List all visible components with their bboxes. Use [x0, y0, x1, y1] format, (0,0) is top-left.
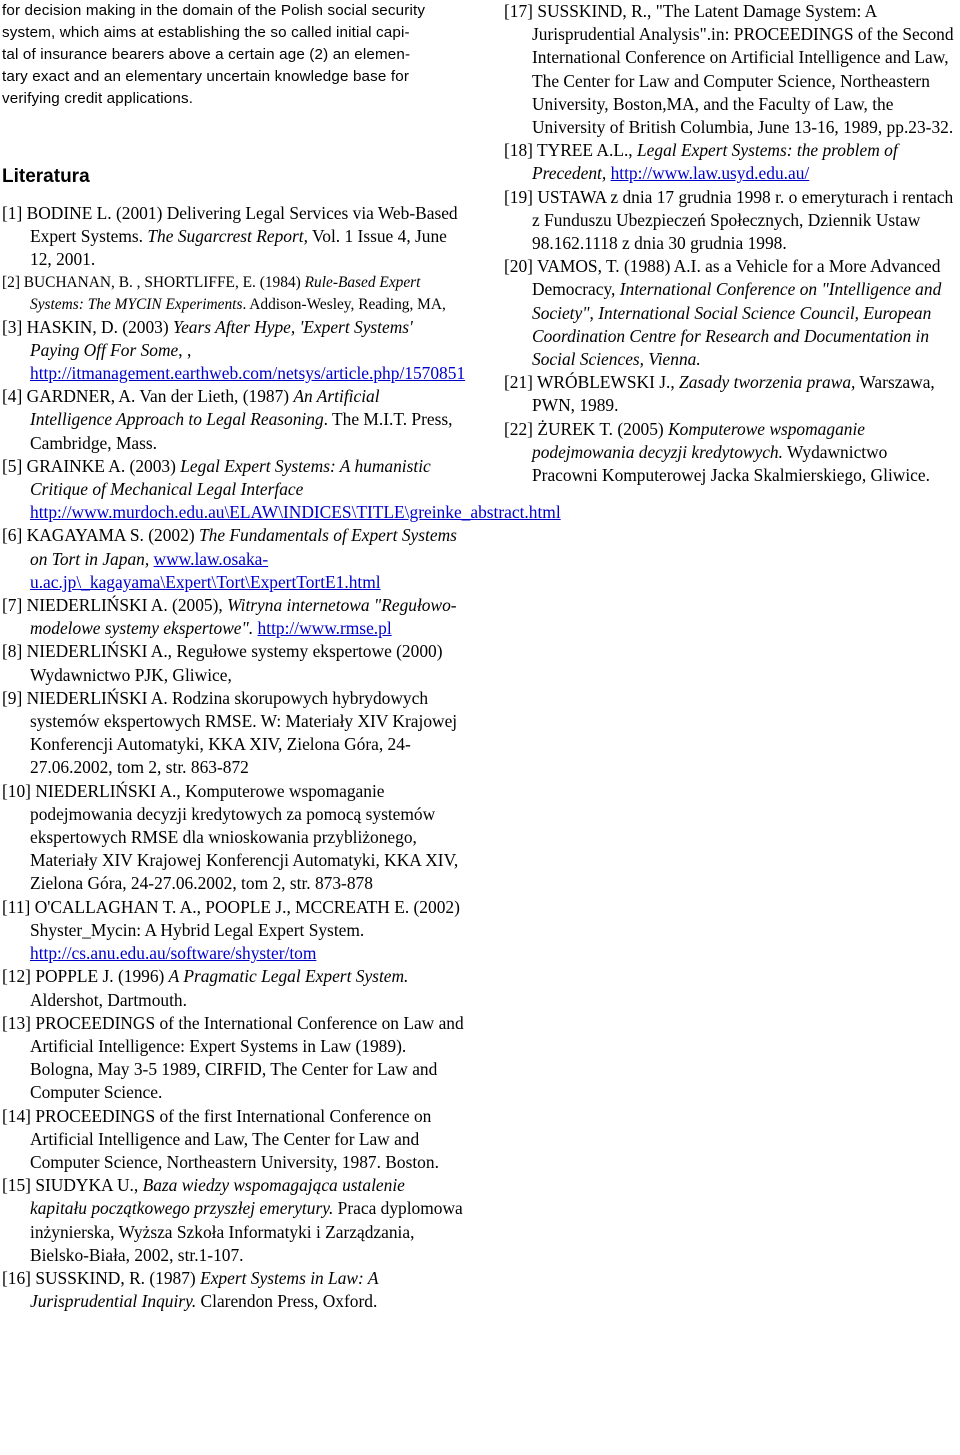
reference-item	[2, 896, 464, 966]
reference-item	[2, 1105, 464, 1175]
reference-item	[2, 780, 464, 896]
reference-number: [20]	[504, 256, 538, 277]
reference-item	[2, 640, 464, 686]
reference-number: [3]	[2, 316, 27, 337]
reference-number: [10]	[2, 780, 36, 801]
reference-title: Komputerowe wspomaganie podejmowania decyzji kredytowych.	[532, 418, 866, 462]
reference-text: NIEDERLIŃSKI A., Komputerowe wspomaganie podejmowania decyzji kredytowych za pomocą systemów ekspertowych RMSE dla wnioskowania przybliżonego, Materiały XIV Krajowej Konferencji Automatyki, KKA XIV, Zielona Góra, 24-27.06.2002, tom 2, str. 873-878	[30, 780, 459, 894]
reference-item	[2, 272, 464, 316]
reference-text: Warszawa, PWN, 1989.	[532, 372, 935, 416]
reference-number: [14]	[2, 1105, 36, 1126]
reference-item	[504, 186, 956, 256]
reference-text: O'CALLAGHAN T. A., POOPLE J., MCCREATH E. (2002) Shyster_Mycin: A Hybrid Legal Expert System.	[30, 896, 460, 940]
reference-text: WRÓBLEWSKI J.,	[537, 372, 680, 393]
reference-number: [17]	[504, 1, 538, 21]
reference-text: BODINE L. (2001) Delivering Legal Services via Web-Based Expert Systems.	[26, 203, 458, 247]
intro-line: for decision making in the domain of the Polish social security	[2, 2, 426, 19]
reference-item	[2, 594, 464, 640]
reference-number: [11]	[2, 896, 35, 917]
reference-text: TYREE A.L.,	[537, 140, 638, 161]
reference-item	[2, 687, 464, 780]
reference-number: [18]	[504, 140, 538, 161]
reference-number: [8]	[2, 641, 27, 662]
reference-text: . Addison-Wesley, Reading, MA,	[242, 295, 446, 313]
reference-text: . The M.I.T. Press, Cambridge, Mass.	[30, 409, 453, 453]
reference-item	[2, 316, 464, 386]
reference-item	[2, 202, 464, 272]
reference-title: Rule-Based Expert Systems: The MYCIN Experiments	[30, 273, 421, 313]
reference-text: SUSSKIND, R., "The Latent Damage System: A Jurisprudential Analysis".in: PROCEEDINGS of the Second International Conference on Artificial Intelligence and Law, The Center for Law and Computer Science, Northeastern University, Boston,MA, and the Faculty of Law, the University of British Columbia, June 13-16, 1989, pp.23-32.	[532, 1, 954, 138]
reference-number: [6]	[2, 525, 27, 546]
reference-number: [9]	[2, 687, 27, 708]
reference-text: Clarendon Press, Oxford.	[196, 1291, 378, 1312]
reference-text: NIEDERLIŃSKI A. Rodzina skorupowych hybrydowych systemów ekspertowych RMSE. W: Materiały XIV Krajowej Konferencji Automatyki, KKA XIV, Zielona Góra, 24-27.06.2002, tom 2, str. 863-872	[26, 687, 458, 778]
reference-link[interactable]: http://www.rmse.pl	[257, 618, 392, 639]
reference-text: KAGAYAMA S. (2002)	[26, 525, 199, 546]
reference-text: GARDNER, A. Van der Lieth, (1987)	[26, 386, 294, 407]
reference-title: A Pragmatic Legal Expert System.	[168, 966, 409, 987]
reference-link[interactable]: http://itmanagement.earthweb.com/netsys/article.php/1570851	[30, 363, 466, 384]
reference-text: SIUDYKA U.,	[35, 1175, 143, 1196]
reference-link[interactable]: http://www.law.usyd.edu.au/	[610, 163, 810, 184]
reference-item	[2, 1012, 464, 1105]
reference-text: NIEDERLIŃSKI A. (2005),	[26, 595, 228, 616]
reference-text: NIEDERLIŃSKI A., Regułowe systemy ekspertowe (2000) Wydawnictwo PJK, Gliwice,	[26, 641, 443, 685]
reference-text: GRAINKE A. (2003)	[26, 455, 181, 476]
reference-item	[504, 0, 956, 139]
reference-number: [2]	[2, 273, 24, 291]
reference-item	[2, 1267, 464, 1313]
intro-paragraph	[2, 0, 464, 110]
reference-text: VAMOS, T. (1988) A.I. as a Vehicle for a More Advanced Democracy,	[532, 256, 941, 300]
intro-line: verifying credit applications.	[2, 90, 194, 107]
reference-text: BUCHANAN, B. , SHORTLIFFE, E. (1984)	[23, 273, 305, 291]
reference-text: Wydawnictwo Pracowni Komputerowej Jacka Skalmierskiego, Gliwice.	[532, 441, 930, 486]
reference-item	[504, 371, 956, 417]
intro-line: system, which aims at establishing the so called initial capi-	[2, 24, 410, 41]
reference-text: HASKIN, D. (2003)	[26, 316, 174, 337]
reference-number: [16]	[2, 1267, 36, 1288]
reference-title: Expert Systems in Law: A Jurisprudential Inquiry.	[30, 1267, 379, 1312]
reference-text: , ,	[178, 339, 192, 360]
reference-item	[504, 418, 956, 488]
reference-number: [1]	[2, 203, 27, 223]
reference-title: International Conference on "Intelligence and Society", International Social Science Council, European Coordination Centre for Research and Documentation in Social Sciences, Vienna.	[532, 279, 942, 370]
reference-text: USTAWA z dnia 17 grudnia 1998 r. o emeryturach i rentach z Funduszu Ubezpieczeń Społecznych, Dziennik Ustaw 98.162.1118 z dnia 30 grudnia 1998.	[532, 186, 954, 254]
reference-title: The Sugarcrest Report,	[147, 226, 308, 247]
reference-title: The Fundamentals of Expert Systems on Tort in Japan,	[30, 525, 457, 569]
reference-list-right	[504, 0, 956, 487]
reference-text: Aldershot, Dartmouth.	[30, 989, 187, 1010]
reference-number: [19]	[504, 186, 538, 207]
reference-text: SUSSKIND, R. (1987)	[35, 1267, 201, 1288]
reference-link[interactable]: http://www.murdoch.edu.au\ELAW\INDICES\TITLE\greinke_abstract.html	[30, 502, 561, 523]
intro-line: tary exact and an elementary uncertain knowledge base for	[2, 68, 410, 85]
reference-item	[2, 524, 464, 594]
reference-number: [15]	[2, 1175, 36, 1196]
reference-title: Witryna internetowa "Regułowo-modelowe systemy ekspertowe".	[30, 595, 457, 639]
reference-link[interactable]: www.law.osaka-u.ac.jp\_kagayama\Expert\Tort\ExpertTortE1.html	[30, 548, 381, 592]
reference-number: [7]	[2, 595, 27, 616]
reference-text: Praca dyplomowa inżynierska, Wyższa Szkoła Informatyki i Zarządzania, Bielsko-Biała, 2002, str.1-107.	[30, 1198, 463, 1265]
reference-title: Zasady tworzenia prawa,	[679, 372, 856, 393]
reference-item	[2, 385, 464, 455]
reference-list-left	[2, 202, 561, 1313]
reference-title: Years After Hype, 'Expert Systems' Paying Off For Some	[30, 316, 413, 360]
reference-text: POPPLE J. (1996)	[35, 966, 169, 987]
section-heading: Literatura	[2, 166, 90, 187]
reference-number: [5]	[2, 455, 27, 476]
reference-number: [21]	[504, 372, 538, 393]
reference-number: [13]	[2, 1012, 36, 1033]
reference-number: [12]	[2, 966, 36, 987]
reference-title: Baza wiedzy wspomagająca ustalenie kapitału początkowego przyszłej emerytury.	[30, 1175, 405, 1219]
reference-item	[2, 455, 561, 525]
reference-item	[504, 255, 956, 371]
reference-link[interactable]: http://cs.anu.edu.au/software/shyster/tom	[30, 943, 317, 964]
reference-title: An Artificial Intelligence Approach to Legal Reasoning	[30, 386, 380, 430]
reference-text: PROCEEDINGS of the International Conference on Law and Artificial Intelligence: Expert Systems in Law (1989). Bologna, May 3-5 1989, CIRFID, The Center for Law and Computer Science.	[30, 1012, 464, 1103]
intro-line: tal of insurance bearers above a certain age (2) an elemen-	[2, 46, 411, 63]
reference-title: Legal Expert Systems: A humanistic Critique of Mechanical Legal Interface	[30, 455, 431, 500]
reference-title: Legal Expert Systems: the problem of Precedent,	[532, 140, 898, 184]
reference-item	[2, 965, 464, 1011]
reference-text: Vol. 1 Issue 4, June 12, 2001.	[30, 226, 447, 270]
right-column	[504, 0, 956, 487]
reference-number: [22]	[504, 418, 538, 439]
reference-text: PROCEEDINGS of the first International Conference on Artificial Intelligence and Law, The Center for Law and Computer Science, Northeastern University, 1987. Boston.	[30, 1105, 439, 1172]
reference-text: ŻUREK T. (2005)	[537, 418, 669, 439]
reference-number: [4]	[2, 386, 27, 407]
reference-item	[2, 1174, 464, 1267]
reference-item	[504, 139, 956, 185]
